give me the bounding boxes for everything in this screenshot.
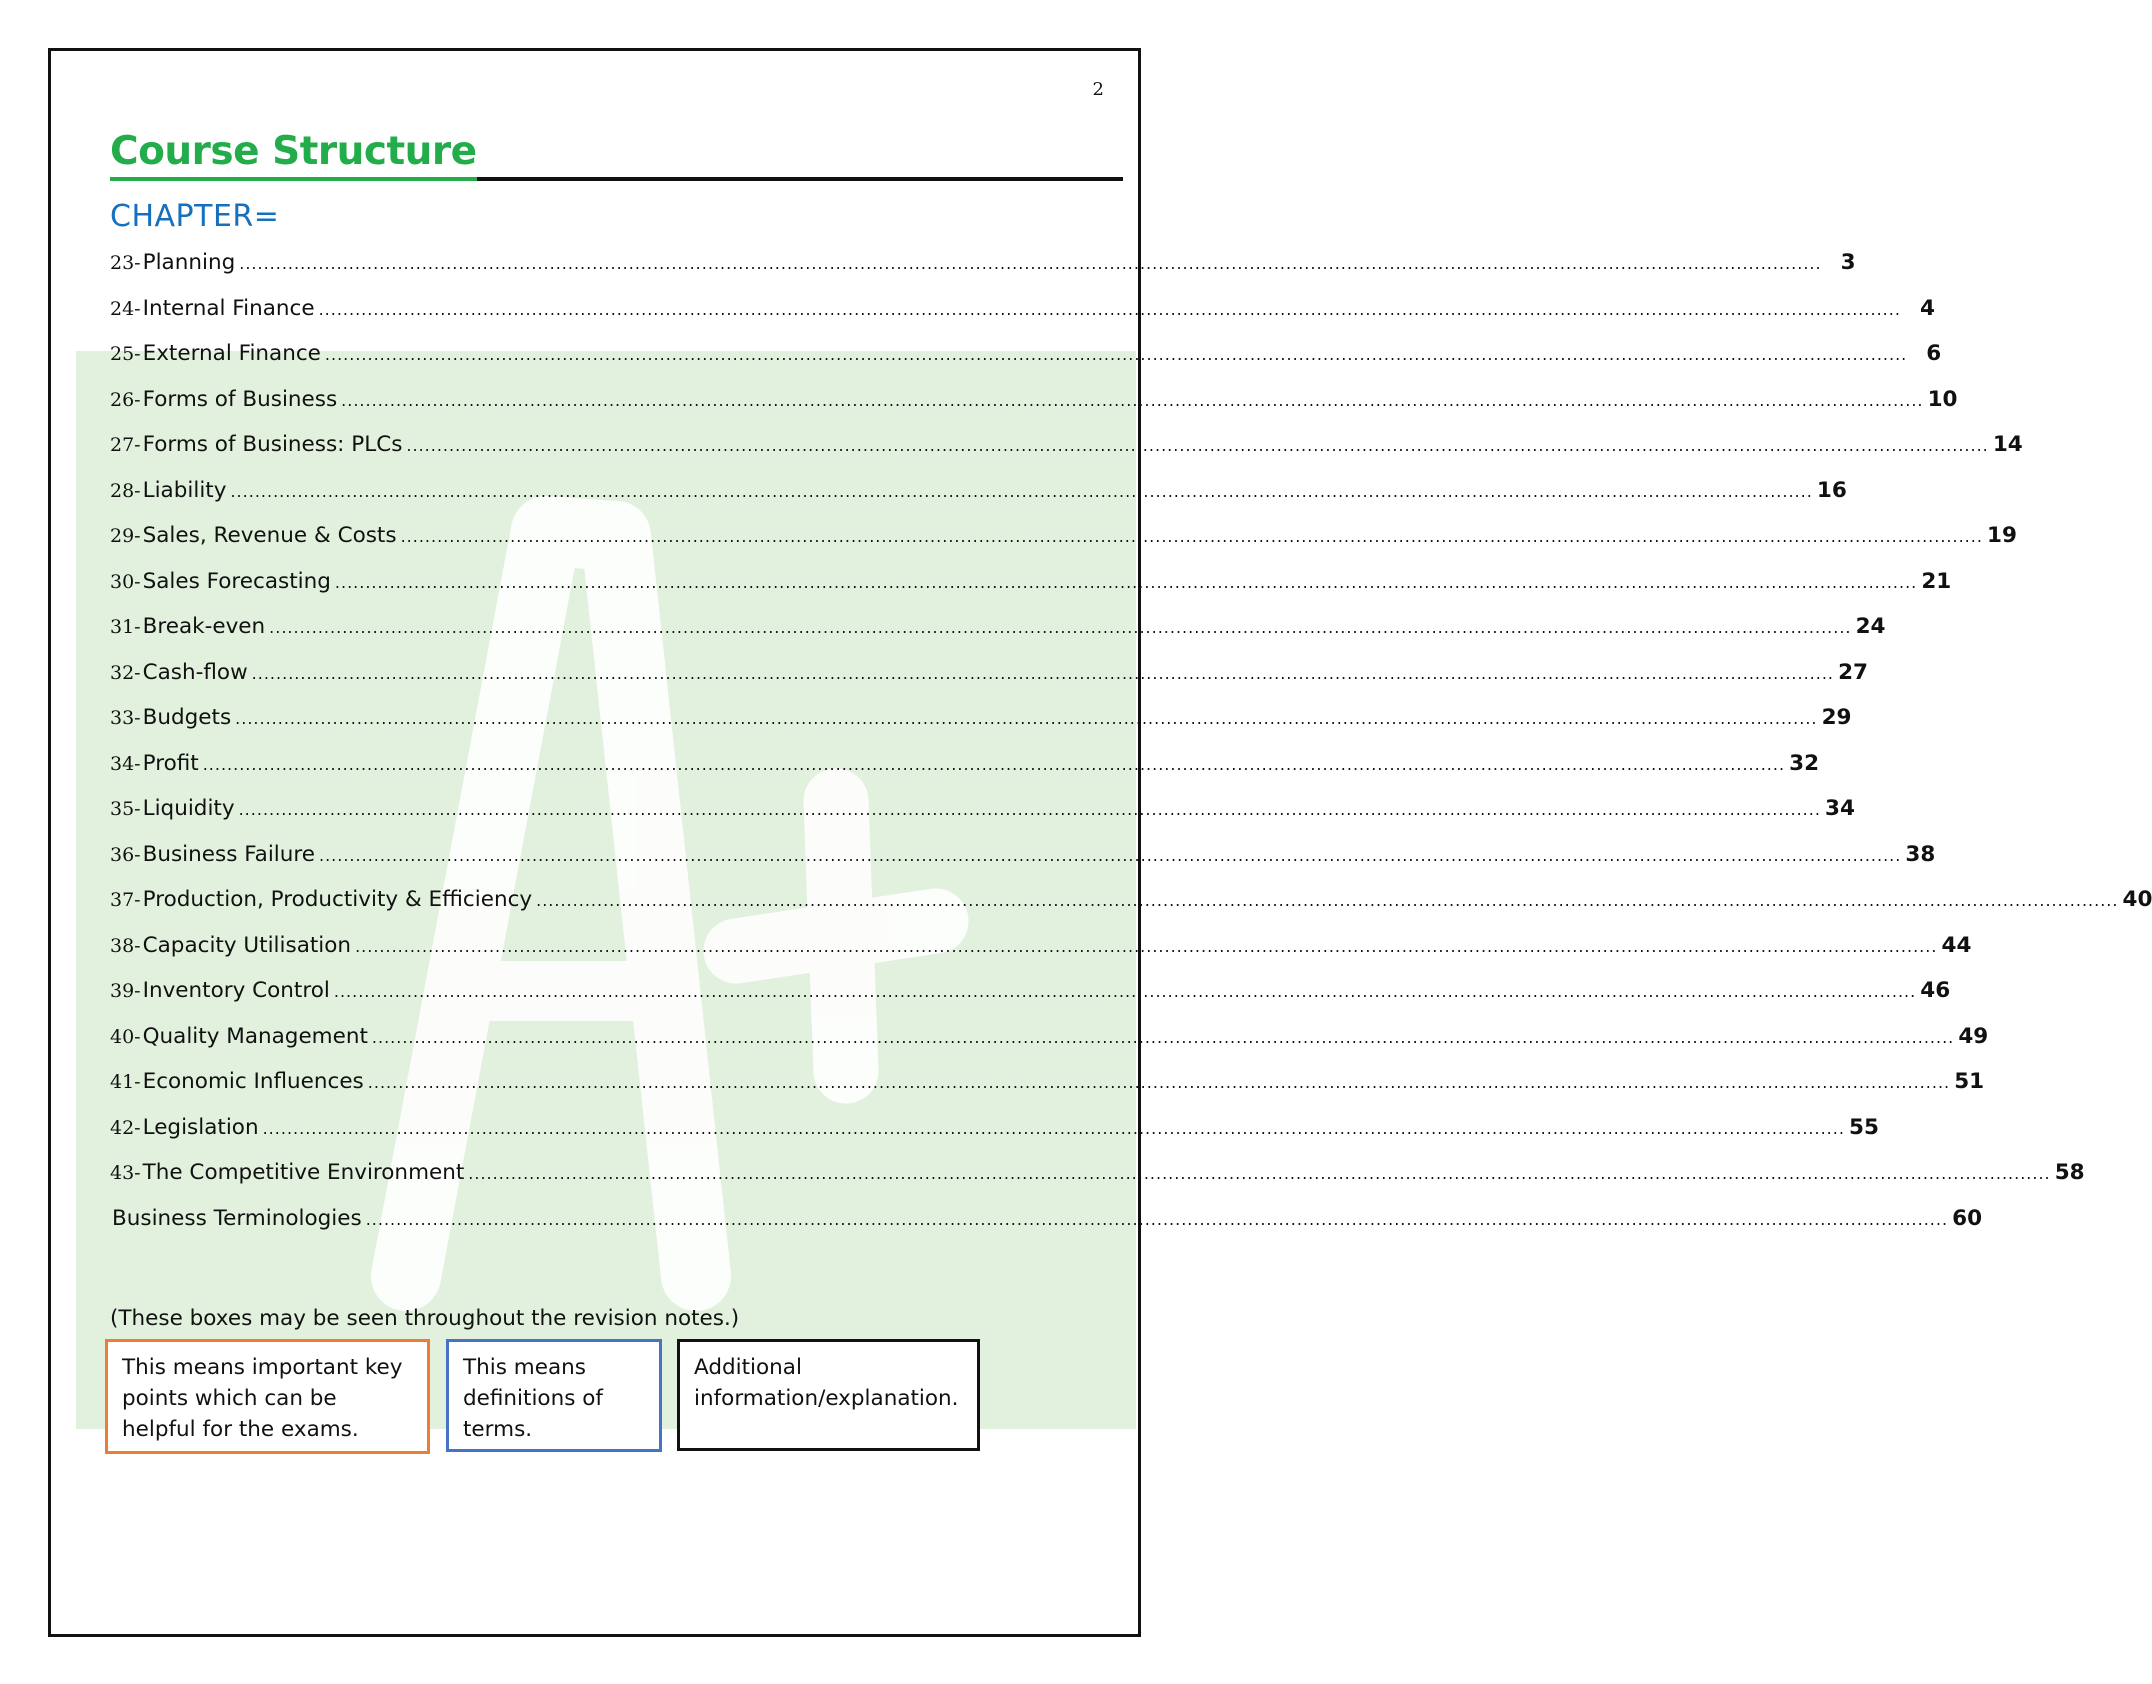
toc-dot-leader: ....................................................................................................................................................................................................................................................................: [367, 1073, 1951, 1092]
toc-chapter-number: 25-: [110, 343, 141, 365]
toc-page-number: 60: [1952, 1205, 1983, 1231]
toc-dot-leader: ....................................................................................................................................................................................................................................................................: [262, 1118, 1845, 1138]
toc-chapter-title: Inventory Control: [142, 978, 330, 1003]
toc-page-number: 16: [1816, 477, 1847, 503]
toc-dot-leader: ....................................................................................................................................................................................................................................................................: [371, 1027, 1955, 1047]
toc-page-number: 55: [1849, 1114, 1879, 1140]
toc-dot-leader: ....................................................................................................................................................................................................................................................................: [324, 345, 1908, 364]
toc-chapter-number: 38-: [110, 934, 141, 957]
toc-dot-leader: ....................................................................................................................................................................................................................................................................: [251, 663, 1835, 683]
toc-chapter-number: 41-: [110, 1071, 141, 1093]
toc-row: [110, 749, 1820, 795]
toc-page-number: 6: [1926, 341, 1942, 366]
toc-chapter-title: Business Terminologies: [112, 1205, 362, 1231]
toc-chapter-number: 43-: [110, 1162, 141, 1184]
toc-row: [110, 840, 1936, 886]
toc-chapter-title: Capacity Utilisation: [142, 932, 352, 958]
toc-dot-leader: ....................................................................................................................................................................................................................................................................: [468, 1164, 2051, 1183]
additional-info-legend-box: Additional information/explanation.: [677, 1339, 980, 1451]
toc-row: [110, 612, 1886, 658]
toc-dot-leader: ....................................................................................................................................................................................................................................................................: [341, 390, 1924, 410]
toc-page-number: 27: [1838, 659, 1869, 685]
toc-chapter-number: 36-: [110, 843, 141, 866]
toc-page-number: 32: [1789, 750, 1820, 776]
toc-page-number: 49: [1958, 1023, 1989, 1049]
toc-chapter-title: Quality Management: [142, 1023, 368, 1049]
toc-chapter-number: 42-: [110, 1116, 141, 1139]
toc-chapter-title: Legislation: [142, 1114, 259, 1140]
toc-row: [110, 658, 1869, 704]
toc-dot-leader: ....................................................................................................................................................................................................................................................................: [400, 527, 1983, 546]
toc-dot-leader: ....................................................................................................................................................................................................................................................................: [536, 891, 2119, 910]
toc-row: [110, 248, 1856, 294]
toc-page-number: 44: [1941, 932, 1972, 958]
toc-chapter-title: Liability: [142, 477, 227, 503]
toc-row: [110, 931, 1972, 977]
toc-dot-leader: ....................................................................................................................................................................................................................................................................: [239, 254, 1822, 273]
key-points-legend-box: This means important key points which can be helpful for the exams.: [105, 1339, 430, 1454]
page-title: Course Structure: [110, 129, 477, 181]
toc-chapter-title: Sales, Revenue & Costs: [142, 523, 397, 548]
toc-page-number: 3: [1840, 250, 1856, 275]
toc-page-number: 40: [2122, 887, 2152, 912]
toc-page-number: 21: [1921, 568, 1952, 594]
toc-chapter-title: The Competitive Environment: [142, 1160, 465, 1185]
toc-page-number: 19: [1987, 523, 2017, 548]
table-of-contents: [110, 248, 2152, 1249]
toc-chapter-number: 23-: [110, 252, 141, 274]
toc-row: [110, 521, 2017, 567]
toc-chapter-title: Forms of Business: [142, 386, 338, 412]
toc-chapter-number: 39-: [110, 980, 141, 1002]
toc-page-number: 24: [1855, 614, 1886, 639]
toc-dot-leader: ....................................................................................................................................................................................................................................................................: [355, 936, 1938, 956]
toc-row: [110, 885, 2152, 931]
toc-chapter-title: Internal Finance: [142, 295, 315, 321]
toc-page-number: 46: [1920, 978, 1951, 1003]
toc-row: [110, 430, 2023, 476]
toc-chapter-title: Cash-flow: [142, 659, 248, 685]
toc-chapter-title: Planning: [142, 250, 236, 275]
toc-dot-leader: ....................................................................................................................................................................................................................................................................: [235, 709, 1818, 728]
toc-chapter-title: Business Failure: [142, 841, 315, 867]
toc-chapter-number: 33-: [110, 707, 141, 729]
toc-chapter-number: 29-: [110, 525, 141, 547]
toc-chapter-number: 40-: [110, 1025, 141, 1048]
toc-chapter-title: Budgets: [142, 705, 232, 730]
toc-chapter-number: 35-: [110, 798, 141, 820]
toc-page-number: 29: [1821, 705, 1852, 730]
toc-row: [110, 1204, 1983, 1250]
toc-page-number: 58: [2054, 1160, 2085, 1185]
toc-dot-leader: ....................................................................................................................................................................................................................................................................: [334, 572, 1918, 592]
toc-chapter-number: 32-: [110, 661, 141, 684]
definitions-legend-box: This means definitions of terms.: [446, 1339, 662, 1452]
toc-chapter-number: 37-: [110, 889, 141, 911]
toc-row: [110, 1158, 2085, 1204]
toc-chapter-title: Liquidity: [142, 796, 235, 821]
toc-row: [110, 476, 1847, 522]
toc-dot-leader: ....................................................................................................................................................................................................................................................................: [269, 618, 1852, 637]
toc-row: [110, 1067, 1985, 1113]
toc-dot-leader: ....................................................................................................................................................................................................................................................................: [365, 1209, 1949, 1229]
toc-dot-leader: ....................................................................................................................................................................................................................................................................: [319, 845, 1902, 865]
chapter-label: CHAPTER=: [110, 199, 280, 234]
toc-dot-leader: ....................................................................................................................................................................................................................................................................: [318, 299, 1901, 319]
toc-row: [110, 976, 1951, 1022]
page-number: 2: [1092, 79, 1104, 100]
toc-page-number: 10: [1927, 386, 1958, 412]
toc-dot-leader: ....................................................................................................................................................................................................................................................................: [230, 481, 1813, 501]
toc-row: [110, 339, 1942, 385]
toc-chapter-title: Production, Productivity & Efficiency: [142, 887, 533, 912]
toc-chapter-title: Sales Forecasting: [142, 568, 331, 594]
toc-chapter-title: Profit: [142, 750, 199, 776]
toc-page-number: 4: [1919, 295, 1935, 321]
toc-dot-leader: ....................................................................................................................................................................................................................................................................: [202, 754, 1786, 774]
toc-chapter-title: Break-even: [142, 614, 266, 639]
toc-chapter-title: External Finance: [142, 341, 321, 366]
title-row: [110, 129, 1123, 183]
toc-row: [110, 294, 1935, 340]
toc-row: [110, 1022, 1989, 1068]
toc-dot-leader: ....................................................................................................................................................................................................................................................................: [238, 800, 1821, 819]
toc-chapter-number: 28-: [110, 479, 141, 502]
toc-row: [110, 703, 1852, 749]
toc-chapter-title: Forms of Business: PLCs: [142, 432, 403, 457]
toc-chapter-number: 31-: [110, 616, 141, 638]
toc-dot-leader: ....................................................................................................................................................................................................................................................................: [406, 436, 1989, 455]
toc-dot-leader: ....................................................................................................................................................................................................................................................................: [333, 982, 1917, 1001]
toc-chapter-title: Economic Influences: [142, 1069, 364, 1094]
legend-note: (These boxes may be seen throughout the revision notes.): [110, 1306, 740, 1331]
page-frame: [48, 48, 2152, 1637]
title-rule: [430, 177, 1123, 181]
toc-page-number: 14: [1992, 432, 2023, 457]
toc-row: [110, 567, 1952, 613]
toc-chapter-number: 24-: [110, 297, 141, 320]
toc-row: [110, 1113, 1879, 1159]
toc-page-number: 51: [1954, 1069, 1985, 1094]
toc-row: [110, 794, 1855, 840]
toc-chapter-number: 27-: [110, 434, 141, 456]
toc-page-number: 38: [1905, 841, 1936, 867]
toc-chapter-number: 34-: [110, 752, 141, 775]
toc-chapter-number: 26-: [110, 388, 141, 411]
toc-page-number: 34: [1825, 796, 1855, 821]
toc-row: [110, 385, 1958, 431]
toc-chapter-number: 30-: [110, 570, 141, 593]
